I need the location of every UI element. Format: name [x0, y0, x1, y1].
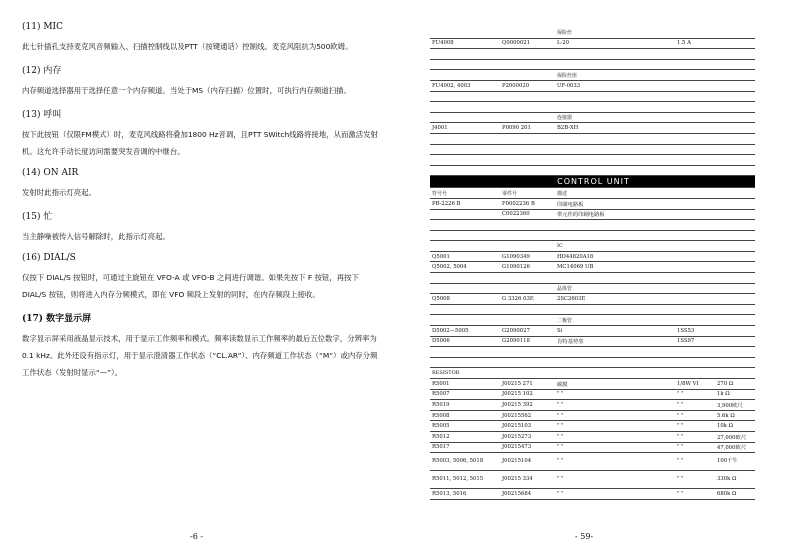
right-page-parts-list: [430, 28, 755, 500]
table-cell: R5019: [430, 400, 500, 411]
table-cell: 晶体管: [555, 283, 675, 294]
table-cell: [715, 133, 755, 144]
table-cell: [500, 315, 555, 326]
table-cell: [555, 230, 675, 241]
table-cell: [500, 112, 555, 123]
table-cell: [675, 70, 715, 81]
table-cell: " ": [675, 400, 715, 411]
table-cell: G2090027: [500, 326, 555, 337]
table-row: [430, 209, 755, 220]
table-cell: [430, 28, 500, 38]
table-cell: 330k Ω: [715, 471, 755, 489]
table-row: [430, 421, 755, 432]
table-row: [430, 38, 755, 49]
table-row: [430, 489, 755, 500]
table-cell: [675, 357, 715, 368]
table-cell: 1k Ω: [715, 389, 755, 400]
table-cell: F0002236 B: [500, 198, 555, 209]
table-cell: J00215562: [500, 410, 555, 421]
table-cell: [500, 155, 555, 166]
table-cell: [430, 304, 500, 315]
table-cell: R5017: [430, 442, 500, 453]
table-cell: [430, 49, 500, 60]
table-row: [430, 379, 755, 390]
table-cell: 100千牛: [715, 453, 755, 471]
table-cell: " ": [555, 471, 675, 489]
table-cell: [500, 368, 555, 379]
table-cell: P0090 201: [500, 123, 555, 134]
table-cell: [500, 220, 555, 231]
table-cell: [715, 251, 755, 262]
table-cell: [715, 347, 755, 358]
table-cell: [675, 188, 715, 199]
table-cell: [430, 347, 500, 358]
table-cell: D5006: [430, 336, 500, 347]
table-cell: R5005: [430, 421, 500, 432]
table-cell: [500, 304, 555, 315]
table-cell: D5002—5005: [430, 326, 500, 337]
table-cell: " ": [675, 442, 715, 453]
section-body: 发射时此指示灯亮起。: [22, 188, 96, 197]
section-title: (12) 内存: [22, 66, 62, 76]
table-row: [430, 28, 755, 38]
table-cell: Q5002, 5004: [430, 262, 500, 273]
table-cell: " ": [555, 421, 675, 432]
table-cell: [675, 28, 715, 38]
table-cell: [715, 38, 755, 49]
table-cell: 270 Ω: [715, 379, 755, 390]
table-cell: [430, 165, 500, 176]
table-cell: 47,000欧尺: [715, 442, 755, 453]
table-cell: [675, 112, 715, 123]
table-cell: [675, 241, 715, 252]
table-cell: [430, 241, 500, 252]
table-cell: [715, 326, 755, 337]
table-cell: [715, 220, 755, 231]
table-row: [430, 241, 755, 252]
table-cell: [675, 198, 715, 209]
table-cell: [715, 198, 755, 209]
table-cell: [430, 70, 500, 81]
table-cell: P2000020: [500, 80, 555, 91]
table-cell: [715, 144, 755, 155]
table-cell: [715, 241, 755, 252]
table-cell: G1090349: [500, 251, 555, 262]
table-cell: [675, 49, 715, 60]
table-cell: [430, 283, 500, 294]
table-cell: [555, 59, 675, 70]
table-cell: [675, 144, 715, 155]
section-body: 仅按下 DIAL/S 按钮时，可通过主旋钮在 VFO-A 或 VFO-B 之间进行调谐。如果先按下 F 按钮，再按下 DIAL/S 按钮，则将进入内存分频模式，即在 VFO 频段上发射的同时，在内存频段上接收。: [22, 273, 359, 299]
table-cell: [715, 123, 755, 134]
table-cell: [430, 112, 500, 123]
table-row: [430, 59, 755, 70]
table-cell: J00215273: [500, 431, 555, 442]
table-cell: PB-2226 B: [430, 198, 500, 209]
table-row: [430, 315, 755, 326]
table-row: [430, 273, 755, 284]
table-cell: Q5008: [430, 294, 500, 305]
section-body: 此七针插孔支持麦克风音频输入、扫描控制线以及PTT（按键通话）控制线。麦克风阻抗为500欧姆。: [22, 42, 353, 51]
table-cell: [675, 262, 715, 273]
table-cell: [675, 368, 715, 379]
section-title: (16) DIAL/S: [22, 253, 76, 263]
table-cell: G2090118: [500, 336, 555, 347]
table-cell: 1SS53: [675, 326, 715, 337]
table-cell: [675, 283, 715, 294]
table-cell: [500, 49, 555, 60]
table-cell: Q5001: [430, 251, 500, 262]
table-cell: [715, 70, 755, 81]
table-row: [430, 188, 755, 199]
table-cell: R5008: [430, 410, 500, 421]
table-cell: [675, 123, 715, 134]
table-row: [430, 400, 755, 411]
table-cell: [675, 91, 715, 102]
table-cell: 1.5 A: [675, 38, 715, 49]
parts-table: [430, 28, 755, 500]
table-cell: [715, 294, 755, 305]
table-row: [430, 471, 755, 489]
table-cell: [715, 165, 755, 176]
table-cell: R5003, 5006, 5018: [430, 453, 500, 471]
left-page-number: -6 -: [190, 532, 204, 541]
table-cell: J00215473: [500, 442, 555, 453]
table-cell: [430, 220, 500, 231]
table-cell: " ": [555, 431, 675, 442]
table-cell: [715, 368, 755, 379]
table-cell: [675, 347, 715, 358]
table-row: [430, 123, 755, 134]
table-cell: [500, 241, 555, 252]
table-row: [430, 262, 755, 273]
table-row: [430, 49, 755, 60]
section-body: 数字显示屏采用液晶显示技术，用于显示工作频率和模式。频率读数显示工作频率的最后五位数字，分辨率为0.1 kHz。此外还设有指示灯，用于显示澄清器工作状态（“CL.AR”）、内存频道工作状态（“M”）或内存分频工作状态（发射时显示“—”）。: [22, 334, 378, 377]
table-cell: [675, 133, 715, 144]
table-cell: [500, 283, 555, 294]
table-cell: [430, 315, 500, 326]
table-cell: MC14069 UB: [555, 262, 675, 273]
table-cell: " ": [555, 442, 675, 453]
table-cell: [675, 80, 715, 91]
table-cell: 零件号: [500, 188, 555, 199]
table-row: [430, 198, 755, 209]
section-body: 按下此按钮（仅限FM模式）时，麦克风线路将叠加1800 Hz音调，且PTT SWitch线路将接地，从而激活发射机。这允许手动长度访问需要突发音调的中继台。: [22, 130, 378, 156]
table-cell: [675, 155, 715, 166]
table-row: [430, 155, 755, 166]
table-cell: " ": [555, 410, 675, 421]
table-cell: [715, 80, 755, 91]
table-cell: J00215 102: [500, 389, 555, 400]
table-row: [430, 133, 755, 144]
table-cell: " ": [555, 389, 675, 400]
table-cell: 印刷电路板: [555, 198, 675, 209]
table-row: [430, 70, 755, 81]
table-cell: J00215 392: [500, 400, 555, 411]
table-cell: FU4002, 4003: [430, 80, 500, 91]
section-body: 当主静噪被传入信号解除时，此指示灯亮起。: [22, 232, 170, 241]
table-cell: 1/8W VI: [675, 379, 715, 390]
table-cell: FU4008: [430, 38, 500, 49]
table-cell: " ": [555, 400, 675, 411]
table-row: [430, 294, 755, 305]
control-unit-header: [430, 176, 755, 188]
table-cell: [715, 188, 755, 199]
table-row: [430, 431, 755, 442]
table-cell: [430, 59, 500, 70]
table-row: [430, 326, 755, 337]
table-row: [430, 91, 755, 102]
table-cell: [555, 133, 675, 144]
table-cell: [715, 357, 755, 368]
table-cell: [715, 273, 755, 284]
table-cell: [675, 251, 715, 262]
table-cell: [555, 165, 675, 176]
table-cell: [430, 144, 500, 155]
table-cell: [715, 59, 755, 70]
table-cell: [715, 230, 755, 241]
table-cell: " ": [555, 489, 675, 500]
table-cell: [430, 102, 500, 113]
table-row: [430, 357, 755, 368]
table-cell: 保险丝: [555, 28, 675, 38]
table-cell: [430, 230, 500, 241]
table-row: [430, 410, 755, 421]
section-title: (15) 忙: [22, 212, 53, 222]
table-cell: " ": [675, 489, 715, 500]
table-cell: C0022360: [500, 209, 555, 220]
table-cell: 二极管: [555, 315, 675, 326]
table-row: [430, 442, 755, 453]
table-cell: R5001: [430, 379, 500, 390]
table-cell: [555, 273, 675, 284]
table-cell: Si: [555, 326, 675, 337]
table-row: [430, 144, 755, 155]
table-cell: [500, 144, 555, 155]
table-row: [430, 304, 755, 315]
table-cell: HD44820A18: [555, 251, 675, 262]
table-cell: 1SS97: [675, 336, 715, 347]
table-row: [430, 347, 755, 358]
table-cell: [500, 357, 555, 368]
table-cell: Q0000021: [500, 38, 555, 49]
table-cell: 5.6k Ω: [715, 410, 755, 421]
table-cell: 肖特基势垒: [555, 336, 675, 347]
table-cell: [675, 59, 715, 70]
table-cell: [715, 315, 755, 326]
table-row: [430, 336, 755, 347]
table-cell: [500, 59, 555, 70]
table-cell: [555, 49, 675, 60]
table-row: [430, 251, 755, 262]
table-cell: [715, 102, 755, 113]
left-page: [22, 22, 382, 389]
table-cell: J00215 271: [500, 379, 555, 390]
table-cell: J00215 334: [500, 471, 555, 489]
section-title: (11) MIC: [22, 22, 63, 32]
table-cell: " ": [675, 431, 715, 442]
table-cell: R5011, 5012, 5015: [430, 471, 500, 489]
table-cell: [555, 155, 675, 166]
table-cell: [675, 230, 715, 241]
table-cell: [675, 273, 715, 284]
table-cell: [715, 28, 755, 38]
table-cell: IC: [555, 241, 675, 252]
table-row: [430, 165, 755, 176]
table-cell: [555, 102, 675, 113]
table-cell: J00215684: [500, 489, 555, 500]
table-cell: J00215103: [500, 421, 555, 432]
table-cell: [430, 91, 500, 102]
table-row: [430, 112, 755, 123]
table-cell: J4001: [430, 123, 500, 134]
table-cell: " ": [675, 471, 715, 489]
table-cell: [500, 70, 555, 81]
table-cell: [715, 49, 755, 60]
table-cell: [675, 165, 715, 176]
table-cell: [555, 368, 675, 379]
table-cell: [715, 112, 755, 123]
table-cell: [715, 155, 755, 166]
right-page-number: - 59-: [575, 532, 594, 541]
table-row: [430, 368, 755, 379]
section-title: (14) ON AIR: [22, 168, 79, 178]
table-cell: [555, 220, 675, 231]
table-cell: 保险丝座: [555, 70, 675, 81]
table-cell: [500, 273, 555, 284]
table-cell: B2B-XH: [555, 123, 675, 134]
table-cell: [500, 91, 555, 102]
table-cell: [675, 220, 715, 231]
table-cell: [675, 209, 715, 220]
table-cell: [715, 262, 755, 273]
table-cell: [500, 28, 555, 38]
table-cell: [715, 304, 755, 315]
table-cell: [715, 209, 755, 220]
table-cell: [500, 347, 555, 358]
table-cell: G 3326 03E: [500, 294, 555, 305]
table-cell: 描述: [555, 188, 675, 199]
section-body: 内存频道选择器用于选择任意一个内存频道。当处于MS（内存扫描）位置时，可执行内存频道扫描。: [22, 86, 351, 95]
table-cell: [430, 273, 500, 284]
table-cell: RESISTOR: [430, 368, 500, 379]
table-cell: 10k Ω: [715, 421, 755, 432]
table-row: [430, 453, 755, 471]
table-cell: J00215104: [500, 453, 555, 471]
table-row: [430, 102, 755, 113]
table-row: [430, 230, 755, 241]
table-row: [430, 220, 755, 231]
table-cell: " ": [555, 453, 675, 471]
table-cell: R5012: [430, 431, 500, 442]
table-cell: 符号号: [430, 188, 500, 199]
table-cell: 3,900欧尺: [715, 400, 755, 411]
table-cell: [500, 230, 555, 241]
table-cell: [430, 209, 500, 220]
section-banner: CONTROL UNIT: [430, 176, 755, 188]
table-cell: " ": [675, 389, 715, 400]
table-row: [430, 389, 755, 400]
table-cell: [555, 144, 675, 155]
table-cell: UF-0033: [555, 80, 675, 91]
table-row: [430, 80, 755, 91]
table-cell: [555, 91, 675, 102]
table-cell: 2SC2603E: [555, 294, 675, 305]
table-cell: [430, 133, 500, 144]
table-cell: [555, 304, 675, 315]
table-cell: [715, 336, 755, 347]
table-cell: [715, 91, 755, 102]
section-title: (17) 数字显示屏: [22, 314, 92, 324]
table-cell: 碳膜: [555, 379, 675, 390]
table-cell: [675, 304, 715, 315]
table-cell: L-20: [555, 38, 675, 49]
table-cell: R5013, 5016: [430, 489, 500, 500]
table-cell: [555, 357, 675, 368]
table-cell: G1090126: [500, 262, 555, 273]
table-cell: 连接器: [555, 112, 675, 123]
table-cell: [675, 102, 715, 113]
table-cell: 带元件的印刷电路板: [555, 209, 675, 220]
table-cell: 27,000欧尺: [715, 431, 755, 442]
table-cell: [715, 283, 755, 294]
table-cell: [555, 347, 675, 358]
section-title: (13) 呼叫: [22, 110, 62, 120]
table-cell: [500, 102, 555, 113]
table-cell: [500, 165, 555, 176]
table-cell: " ": [675, 410, 715, 421]
table-cell: [430, 357, 500, 368]
table-cell: 680k Ω: [715, 489, 755, 500]
table-cell: [675, 315, 715, 326]
table-cell: [430, 155, 500, 166]
table-cell: [500, 133, 555, 144]
table-cell: R5007: [430, 389, 500, 400]
table-cell: " ": [675, 453, 715, 471]
table-cell: " ": [675, 421, 715, 432]
table-row: [430, 283, 755, 294]
table-cell: [675, 294, 715, 305]
